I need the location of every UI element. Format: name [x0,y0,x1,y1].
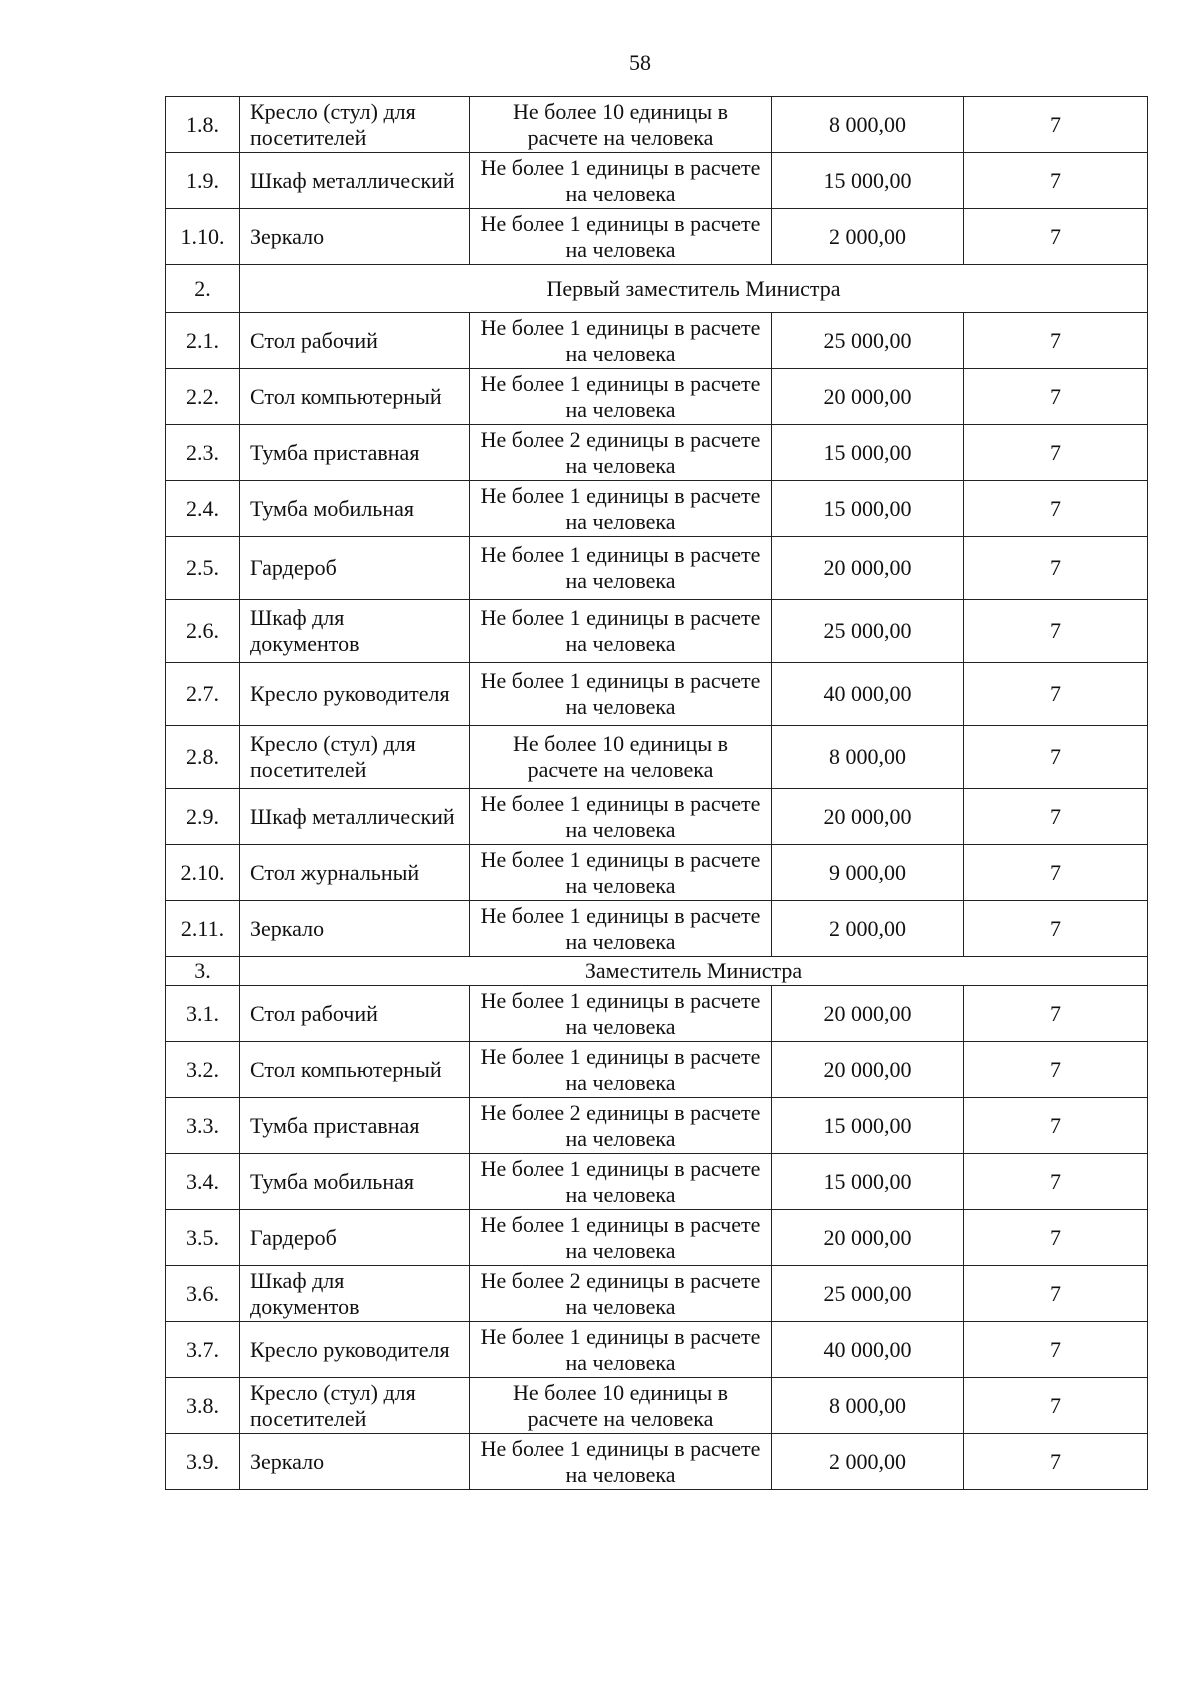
table-body [166,97,1148,1490]
quantity-norm-cell: Не более 1 единицы в расчете на человека [470,1210,772,1266]
table-row [166,313,1148,369]
item-name-cell: Тумба мобильная [240,1154,470,1210]
row-number-cell: 1.10. [166,209,240,265]
item-name-cell: Стол компьютерный [240,1042,470,1098]
quantity-norm-cell: Не более 1 единицы в расчете на человека [470,313,772,369]
quantity-norm-cell: Не более 1 единицы в расчете на человека [470,901,772,957]
price-cell: 25 000,00 [772,1266,964,1322]
price-cell: 2 000,00 [772,209,964,265]
item-name-cell: Кресло (стул) для посетителей [240,97,470,153]
table-row [166,1154,1148,1210]
quantity-norm-cell: Не более 1 единицы в расчете на человека [470,789,772,845]
price-cell: 15 000,00 [772,1154,964,1210]
price-cell: 20 000,00 [772,1042,964,1098]
item-name-cell: Шкаф металлический [240,789,470,845]
row-number-cell: 2.11. [166,901,240,957]
table-row [166,845,1148,901]
row-number-cell: 2.10. [166,845,240,901]
row-number-cell: 3.7. [166,1322,240,1378]
quantity-norm-cell: Не более 2 единицы в расчете на человека [470,1098,772,1154]
price-cell: 8 000,00 [772,726,964,789]
quantity-norm-cell: Не более 1 единицы в расчете на человека [470,600,772,663]
service-term-cell: 7 [964,1042,1148,1098]
quantity-norm-cell: Не более 10 единицы в расчете на человека [470,1378,772,1434]
norms-table [165,96,1148,1490]
row-number-cell: 3.2. [166,1042,240,1098]
item-name-cell: Гардероб [240,537,470,600]
row-number-cell: 2.2. [166,369,240,425]
service-term-cell: 7 [964,153,1148,209]
table-row [166,1266,1148,1322]
service-term-cell: 7 [964,1266,1148,1322]
row-number-cell: 2.6. [166,600,240,663]
item-name-cell: Кресло (стул) для посетителей [240,726,470,789]
item-name-cell: Зеркало [240,901,470,957]
quantity-norm-cell: Не более 10 единицы в расчете на человека [470,726,772,789]
item-name-cell: Стол рабочий [240,313,470,369]
quantity-norm-cell: Не более 2 единицы в расчете на человека [470,1266,772,1322]
service-term-cell: 7 [964,663,1148,726]
section-title-cell: Первый заместитель Министра [240,265,1148,313]
row-number-cell: 2.8. [166,726,240,789]
table-row [166,153,1148,209]
table-row [166,369,1148,425]
table-row [166,97,1148,153]
service-term-cell: 7 [964,209,1148,265]
price-cell: 25 000,00 [772,600,964,663]
page-number: 58 [629,50,651,75]
row-number-cell: 3.4. [166,1154,240,1210]
price-cell: 9 000,00 [772,845,964,901]
price-cell: 40 000,00 [772,1322,964,1378]
row-number-cell: 1.8. [166,97,240,153]
item-name-cell: Шкаф металлический [240,153,470,209]
table-row [166,663,1148,726]
price-cell: 8 000,00 [772,97,964,153]
item-name-cell: Шкаф для документов [240,1266,470,1322]
table-row [166,537,1148,600]
item-name-cell: Зеркало [240,209,470,265]
service-term-cell: 7 [964,1434,1148,1490]
item-name-cell: Тумба мобильная [240,481,470,537]
service-term-cell: 7 [964,986,1148,1042]
price-cell: 20 000,00 [772,369,964,425]
table-row [166,1322,1148,1378]
item-name-cell: Кресло (стул) для посетителей [240,1378,470,1434]
price-cell: 2 000,00 [772,1434,964,1490]
table-row [166,726,1148,789]
price-cell: 25 000,00 [772,313,964,369]
service-term-cell: 7 [964,1378,1148,1434]
service-term-cell: 7 [964,1154,1148,1210]
price-cell: 20 000,00 [772,986,964,1042]
section-title-cell: Заместитель Министра [240,957,1148,986]
table-row [166,209,1148,265]
table-row [166,1378,1148,1434]
row-number-cell: 3.3. [166,1098,240,1154]
table-row [166,986,1148,1042]
item-name-cell: Тумба приставная [240,1098,470,1154]
service-term-cell: 7 [964,97,1148,153]
item-name-cell: Кресло руководителя [240,1322,470,1378]
row-number-cell: 2.7. [166,663,240,726]
service-term-cell: 7 [964,1210,1148,1266]
row-number-cell: 2. [166,265,240,313]
price-cell: 8 000,00 [772,1378,964,1434]
item-name-cell: Гардероб [240,1210,470,1266]
table-row [166,1042,1148,1098]
section-row [166,957,1148,986]
quantity-norm-cell: Не более 1 единицы в расчете на человека [470,481,772,537]
quantity-norm-cell: Не более 1 единицы в расчете на человека [470,1154,772,1210]
row-number-cell: 3.6. [166,1266,240,1322]
quantity-norm-cell: Не более 1 единицы в расчете на человека [470,1042,772,1098]
item-name-cell: Кресло руководителя [240,663,470,726]
quantity-norm-cell: Не более 1 единицы в расчете на человека [470,845,772,901]
price-cell: 20 000,00 [772,789,964,845]
table-row [166,481,1148,537]
price-cell: 40 000,00 [772,663,964,726]
table-row [166,901,1148,957]
service-term-cell: 7 [964,789,1148,845]
table-row [166,425,1148,481]
price-cell: 20 000,00 [772,1210,964,1266]
quantity-norm-cell: Не более 1 единицы в расчете на человека [470,209,772,265]
row-number-cell: 2.9. [166,789,240,845]
row-number-cell: 3.8. [166,1378,240,1434]
service-term-cell: 7 [964,369,1148,425]
item-name-cell: Стол рабочий [240,986,470,1042]
quantity-norm-cell: Не более 1 единицы в расчете на человека [470,153,772,209]
quantity-norm-cell: Не более 2 единицы в расчете на человека [470,425,772,481]
price-cell: 15 000,00 [772,481,964,537]
table-row [166,1098,1148,1154]
quantity-norm-cell: Не более 1 единицы в расчете на человека [470,1322,772,1378]
quantity-norm-cell: Не более 10 единицы в расчете на человека [470,97,772,153]
service-term-cell: 7 [964,425,1148,481]
quantity-norm-cell: Не более 1 единицы в расчете на человека [470,986,772,1042]
table-row [166,1210,1148,1266]
row-number-cell: 3. [166,957,240,986]
row-number-cell: 3.5. [166,1210,240,1266]
price-cell: 15 000,00 [772,1098,964,1154]
service-term-cell: 7 [964,481,1148,537]
section-row [166,265,1148,313]
quantity-norm-cell: Не более 1 единицы в расчете на человека [470,663,772,726]
row-number-cell: 2.3. [166,425,240,481]
table-row [166,789,1148,845]
item-name-cell: Тумба приставная [240,425,470,481]
row-number-cell: 3.1. [166,986,240,1042]
item-name-cell: Стол журнальный [240,845,470,901]
row-number-cell: 1.9. [166,153,240,209]
service-term-cell: 7 [964,537,1148,600]
price-cell: 15 000,00 [772,153,964,209]
row-number-cell: 2.1. [166,313,240,369]
item-name-cell: Стол компьютерный [240,369,470,425]
table-row [166,1434,1148,1490]
item-name-cell: Зеркало [240,1434,470,1490]
table-row [166,600,1148,663]
service-term-cell: 7 [964,1098,1148,1154]
item-name-cell: Шкаф для документов [240,600,470,663]
service-term-cell: 7 [964,1322,1148,1378]
row-number-cell: 2.4. [166,481,240,537]
row-number-cell: 3.9. [166,1434,240,1490]
service-term-cell: 7 [964,726,1148,789]
row-number-cell: 2.5. [166,537,240,600]
quantity-norm-cell: Не более 1 единицы в расчете на человека [470,1434,772,1490]
quantity-norm-cell: Не более 1 единицы в расчете на человека [470,369,772,425]
service-term-cell: 7 [964,845,1148,901]
service-term-cell: 7 [964,313,1148,369]
price-cell: 15 000,00 [772,425,964,481]
price-cell: 20 000,00 [772,537,964,600]
service-term-cell: 7 [964,600,1148,663]
service-term-cell: 7 [964,901,1148,957]
price-cell: 2 000,00 [772,901,964,957]
quantity-norm-cell: Не более 1 единицы в расчете на человека [470,537,772,600]
